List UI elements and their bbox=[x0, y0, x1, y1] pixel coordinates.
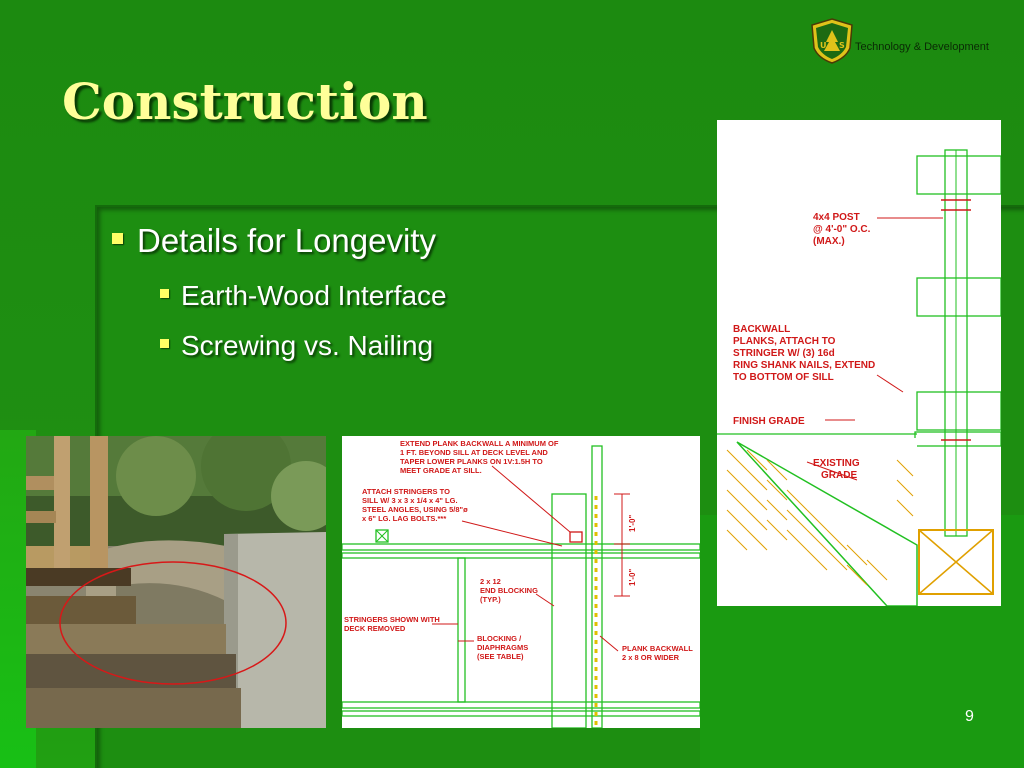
bullet-level1 bbox=[112, 222, 436, 260]
bullet-text: Details for Longevity bbox=[137, 222, 436, 259]
svg-text:S: S bbox=[839, 41, 845, 50]
drawing-note: BACKWALL PLANKS, ATTACH TO STRINGER W/ (3) 16d RING SHANK NAILS, EXTEND TO BOTTOM OF SILL bbox=[733, 324, 876, 383]
svg-text:U: U bbox=[820, 41, 827, 50]
bullet-square-icon bbox=[160, 339, 169, 348]
header-tagline: Technology & Development bbox=[855, 41, 989, 53]
page-number: 9 bbox=[965, 708, 974, 725]
stringer-plan-drawing bbox=[342, 436, 700, 728]
forest-service-shield-icon bbox=[810, 18, 854, 64]
bullet-square-icon bbox=[160, 289, 169, 298]
bullet-text: Earth-Wood Interface bbox=[181, 280, 447, 311]
drawing-note: STRINGERS SHOWN WITH DECK REMOVED bbox=[344, 615, 440, 633]
drawing-note: EXTEND PLANK BACKWALL A MINIMUM OF 1 FT. BEYOND SILL AT DECK LEVEL AND TAPER LOWER PLANKS ON 1V:1.5H TO MEET GRADE AT SILL. bbox=[400, 439, 559, 475]
bullet-level2 bbox=[160, 330, 433, 362]
drawing-note: 2 x 12 END BLOCKING (TYP.) bbox=[480, 577, 538, 604]
drawing-note: BLOCKING / DIAPHRAGMS (SEE TABLE) bbox=[477, 634, 529, 661]
bullet-square-icon bbox=[112, 233, 123, 244]
dimension-label: 1'-0" bbox=[628, 514, 637, 532]
dimension-label: 1'-0" bbox=[628, 568, 637, 586]
slide-title: Construction bbox=[62, 72, 428, 131]
drawing-note: EXISTING GRADE bbox=[813, 458, 860, 481]
earth-wood-interface-photo bbox=[26, 436, 326, 728]
bullet-text: Screwing vs. Nailing bbox=[181, 330, 434, 361]
drawing-note: 4x4 POST @ 4'-0" O.C. (MAX.) bbox=[813, 212, 871, 247]
drawing-note: ATTACH STRINGERS TO SILL W/ 3 x 3 x 1/4 x 4" LG. STEEL ANGLES, USING 5/8"ø x 6" LG. LAG BOLTS.*** bbox=[362, 487, 468, 523]
drawing-note: PLANK BACKWALL 2 x 8 OR WIDER bbox=[622, 644, 693, 662]
backwall-section-drawing bbox=[717, 120, 1001, 606]
drawing-note: FINISH GRADE bbox=[733, 416, 805, 427]
bullet-level2 bbox=[160, 280, 447, 312]
